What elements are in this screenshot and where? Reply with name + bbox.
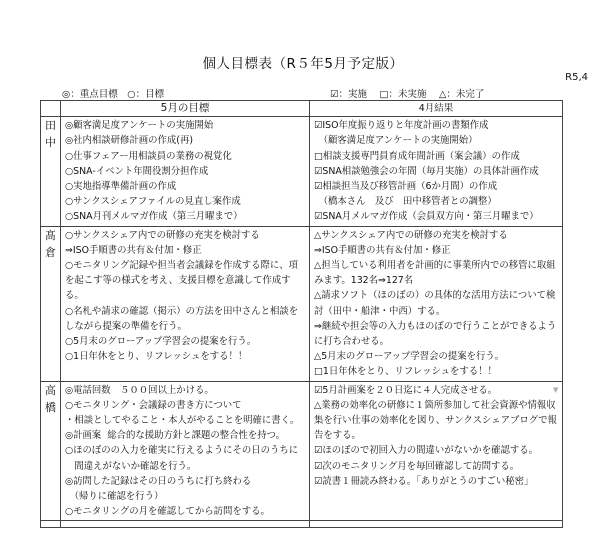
result-line: 討（田中・船津・中西）する。 (314, 305, 446, 317)
result-line: △5月末のグローアップ学習会の提案を行う。 (314, 351, 505, 363)
goal-line: ○モニタリング記録や担当者会議録を作成する際に、項 (65, 260, 298, 272)
result-line: △請求ソフト（ほのぼの）の具体的な活用方法について検 (314, 290, 556, 302)
result-line: ☑ISO年度振り返りと年度計画の書類作成 (314, 120, 489, 132)
goal-line: ○モニタリング・会議録の書き方について (65, 399, 242, 411)
result-line: ☑SNA月メルマガ作成（会員双方向・第三月曜まで） (314, 211, 539, 223)
document-title: 個人目標表（R５年5月予定版） (202, 56, 404, 72)
result-line: □1日年休をとり、リフレッシュをする！！ (314, 366, 497, 378)
name-header (41, 101, 61, 117)
goal-line: ・相談としてやること・本人がやることを明確に書く。 (65, 415, 300, 427)
result-line: ☑次のモニタリング月を毎回確認して訪問する。 (314, 460, 520, 472)
table-row (41, 381, 563, 521)
results-cell (310, 226, 563, 381)
result-line: （顧客満足度アンケートの実施開始） (314, 135, 478, 147)
goal-line: ○SNA-イベント年間役割分担作成 (65, 165, 209, 177)
result-line: □相談支援専門員育成年間計画（案会議）の作成 (314, 150, 520, 162)
result-line: ☑SNA相談勉強会の年間（毎月実施）の具体計画作成 (314, 165, 539, 177)
goal-line: ⇒ISO手順書の共有＆付加・修正 (65, 244, 202, 256)
goal-line: ○5月末のグローアップ学習会の提案を行う。 (65, 336, 257, 348)
goals-header: 5月の目標 (61, 101, 310, 117)
goal-line: （帰りに確認を行う） (65, 491, 164, 503)
goal-line: ◎社内相談研修計画の作成(再) (65, 135, 193, 147)
goal-line: ◎計画案 総合的な援助方針と課題の整合性を持つ。 (65, 430, 286, 442)
goal-line: ○名札や請求の確認（掲示）の方法を田中さんと相談を (65, 305, 299, 317)
person-name-char: 倉 (45, 245, 56, 259)
result-legend: ☑：実施 □：未実施 △：未完了 (330, 89, 485, 100)
goals-cell (61, 117, 310, 226)
person-name-char: 高 (45, 383, 56, 397)
goal-line: しながら提案の準備を行う。 (65, 320, 187, 332)
person-name-char: 田 (45, 119, 56, 133)
result-line: 告をする。 (314, 430, 361, 442)
result-line: みます。132名⇒127名 (314, 275, 414, 287)
result-line: ⇒ISO手順書の共有＆付加・修正 (314, 244, 451, 256)
goal-line: ○サンクスシェアファイルの見直し案作成 (65, 196, 241, 208)
table-header-row (41, 101, 563, 117)
result-line: ☑ほのぼので初回入力の間違いがないかを確認する。 (314, 445, 539, 457)
result-line: △業務の効率化の研修に１箇所参加して社会資源や情報収 (314, 399, 556, 411)
result-line: に打ち合わせる。 (314, 336, 390, 348)
table-row (41, 226, 563, 381)
person-name-char: 中 (45, 136, 56, 150)
result-line: △サンクスシェア内での研修の充実を検討する (314, 229, 508, 241)
goal-line: ○仕事フェアー用相談員の業務の視覚化 (65, 150, 232, 162)
goal-line: ◎顧客満足度アンケートの実施開始 (65, 120, 214, 132)
goal-line: ○実地指導準備計画の作成 (65, 181, 177, 193)
person-name (41, 117, 61, 226)
goals-table (40, 100, 563, 528)
person-name-char: 橋 (45, 400, 56, 414)
table-cell (61, 521, 310, 528)
goals-cell (61, 381, 310, 521)
goal-line: ◎電話回数 ５００回以上かける。 (65, 384, 214, 396)
result-line: ☑相談担当及び移管計画（6か月間）の作成 (314, 181, 498, 193)
result-line: 集を行い仕事の効率化を図り、サンクスシェアブログで報 (314, 415, 557, 427)
results-cell (310, 381, 563, 521)
result-line: ☑5月計画案を２０日迄に４人完成させる。 (314, 384, 498, 396)
person-name-char: 髙 (45, 228, 56, 242)
goals-cell (61, 226, 310, 381)
result-line: （橋本さん 及び 田中移管者との調整） (314, 196, 497, 208)
results-header: 4月結果 (310, 101, 563, 117)
goal-line: ◎訪問した記録はその日のうちに打ち終わる (65, 475, 252, 487)
table-cell (41, 521, 61, 528)
goal-line: を起こす等の様式を考え、支援目標を意識して作成す (65, 275, 291, 287)
goal-line: ○モニタリングの月を確認してから訪問をする。 (65, 506, 270, 518)
results-cell (310, 117, 563, 226)
table-row (41, 521, 563, 528)
result-line: △担当している利用者を計画的に事業所内での移管に取組 (314, 260, 556, 272)
person-name (41, 381, 61, 521)
goal-line: ○1日年休をとり、リフレッシュをする！！ (65, 351, 248, 363)
result-line: ☑読書１冊読み終わる。「ありがとうのすごい秘密」 (314, 475, 534, 487)
document-date: R5,4 (565, 72, 588, 83)
goal-line: ○SNA月刊メルマガ作成（第三月曜まで） (65, 211, 243, 223)
result-line: ⇒継続や担会等の入力もほのぼので行うことができるよう (314, 320, 557, 332)
goal-line: る。 (65, 290, 84, 302)
goal-line: 間違えがないか確認を行う。 (65, 460, 197, 472)
scroll-down-icon[interactable]: ▼ (553, 386, 559, 394)
table-row (41, 117, 563, 226)
goal-line: ○サンクスシェア内での研修の充実を検討する (65, 229, 260, 241)
person-name (41, 226, 61, 381)
goal-line: ○ほのぼのの入力を確実に行えるようにその日のうちに (65, 445, 299, 457)
table-cell (310, 521, 563, 528)
goal-legend: ◎：重点目標 ○：目標 (62, 89, 165, 100)
